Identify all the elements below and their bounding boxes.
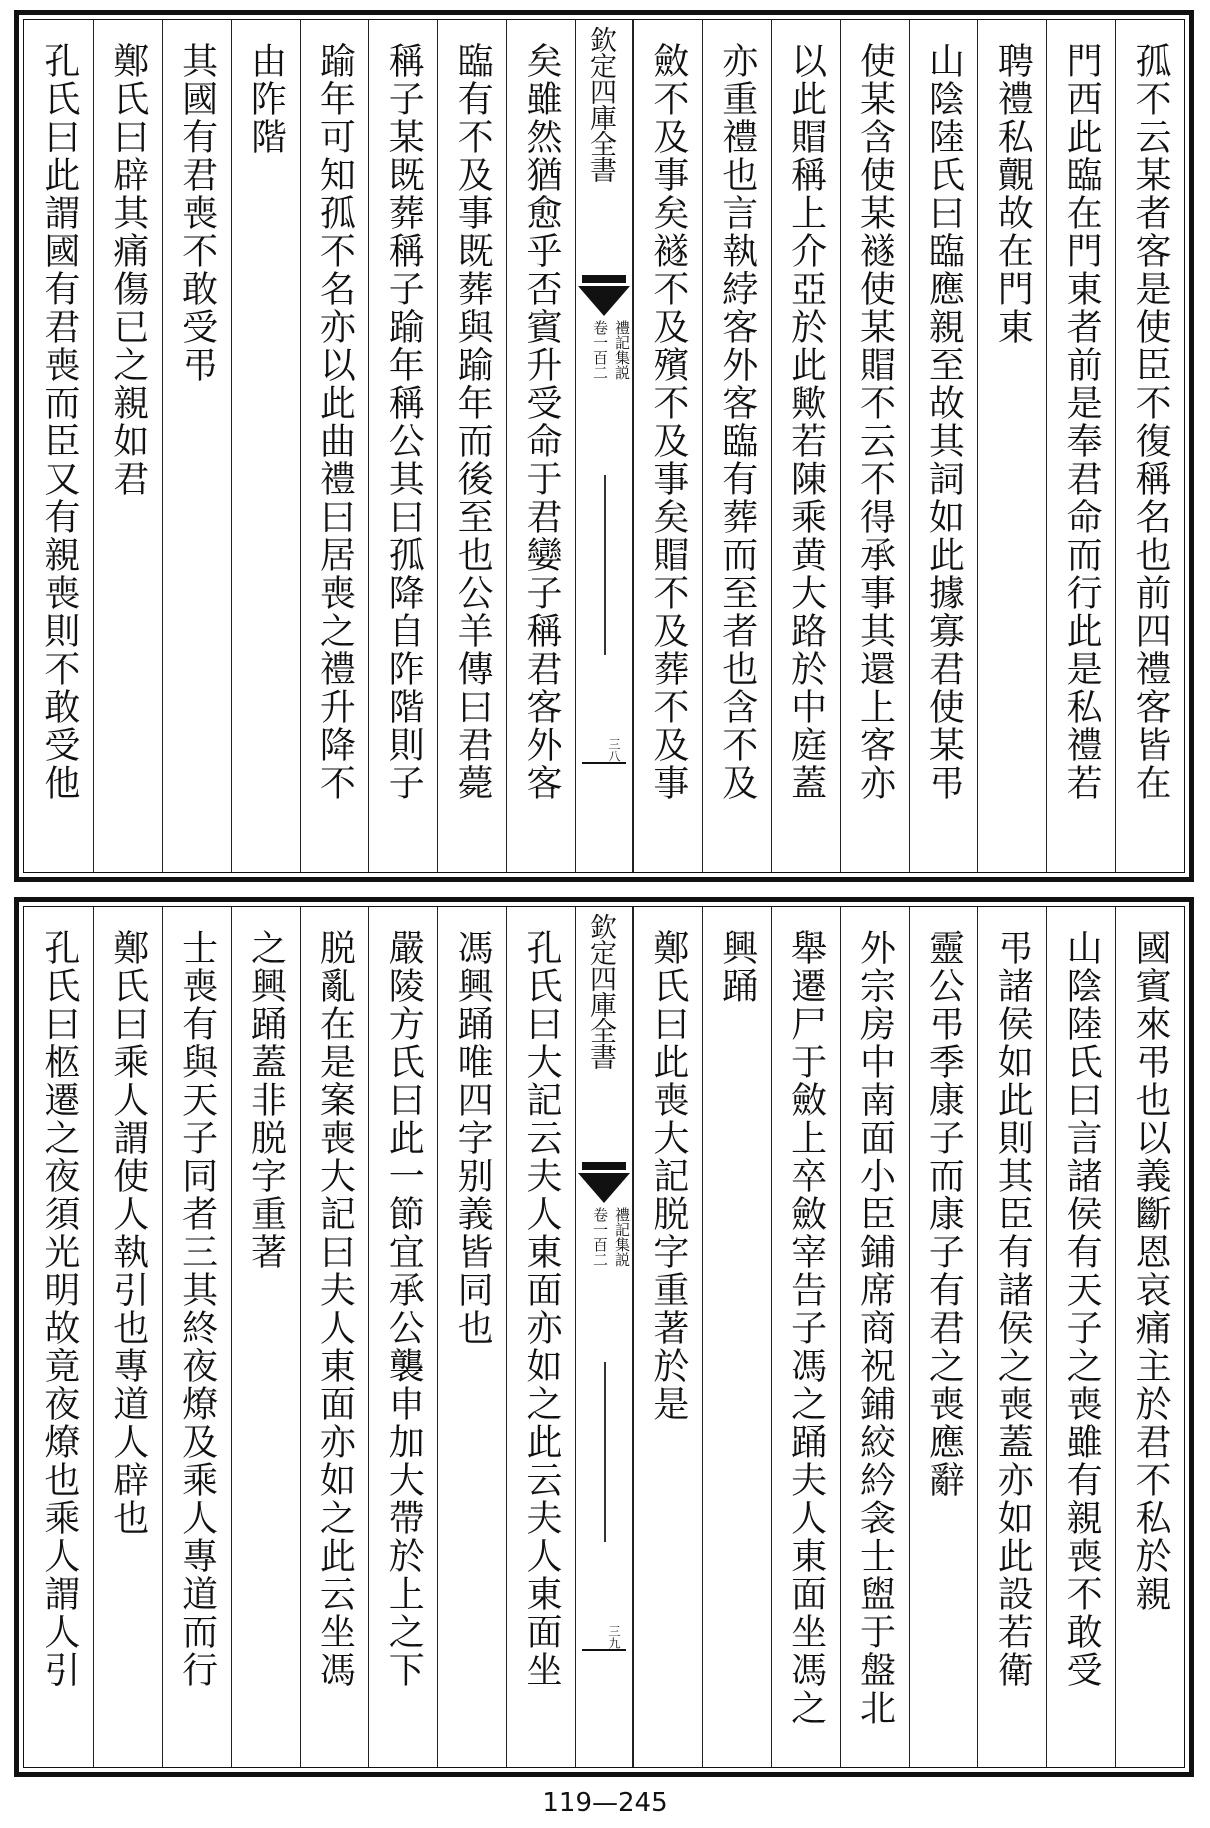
column-text: 嚴陵方氏曰此一節宜承公襲申加大帶於上之下 [383, 929, 425, 1689]
text-column [771, 20, 840, 872]
text-column [368, 907, 437, 1767]
page-top [14, 10, 1194, 882]
text-column [437, 20, 506, 872]
text-column [1046, 907, 1115, 1767]
column-text: 孔氏曰大記云夫人東面亦如之此云夫人東面坐 [521, 929, 562, 1689]
bottom-center-endmark [582, 1649, 626, 1651]
text-column [977, 20, 1046, 872]
top-book-title: 禮記集説 [613, 320, 631, 380]
text-column [1046, 20, 1115, 872]
column-text: 使某含使某襚使某賵不云不得承事其還上客亦 [854, 42, 896, 802]
top-center-line [604, 475, 606, 655]
text-column [702, 907, 771, 1767]
column-text: 其國有君喪不敢受弔 [176, 42, 218, 384]
text-column [633, 907, 702, 1767]
bottom-center-strip [575, 907, 633, 1767]
top-center-endmark [582, 762, 626, 764]
column-text: 踰年可知孤不名亦以此曲禮曰居喪之禮升降不 [314, 42, 356, 802]
page-bottom-frame [23, 906, 1185, 1768]
text-column [231, 20, 300, 872]
text-column [909, 20, 978, 872]
bottom-header-title: 欽定四庫全書 [585, 913, 616, 1069]
text-column [437, 907, 506, 1767]
top-fishtail-mark [578, 286, 630, 316]
column-text: 山陰陸氏曰臨應親至故其詞如此據寡君使某弔 [923, 42, 965, 802]
column-text: 孔氏曰柩遷之夜須光明故竟夜燎也乘人謂人引 [38, 929, 80, 1689]
column-text: 脱亂在是案喪大記曰夫人東面亦如之此云坐馮 [314, 929, 356, 1689]
bottom-page-number: 三九 [607, 1625, 621, 1649]
text-column [93, 20, 162, 872]
text-column [702, 20, 771, 872]
column-text: 斂不及事矣襚不及殯不及事矣賵不及葬不及事 [647, 42, 689, 802]
text-column [231, 907, 300, 1767]
page-top-frame [23, 19, 1185, 873]
column-text: 聘禮私覿故在門東 [992, 42, 1034, 346]
text-column [1115, 907, 1184, 1767]
bottom-fishtail-bar [582, 1162, 626, 1170]
column-text: 之興踊蓋非脱字重著 [245, 929, 287, 1271]
top-volume: 卷一百二 [591, 320, 609, 380]
top-center-strip [575, 20, 633, 872]
top-fishtail-bar [582, 275, 626, 283]
column-text: 舉遷尸于斂上卒斂宰告子馮之踊夫人東面坐馮之 [785, 929, 827, 1727]
text-column [909, 907, 978, 1767]
text-column [300, 907, 369, 1767]
bottom-center-line [604, 1362, 606, 1542]
text-column [24, 20, 93, 872]
column-text: 國賓來弔也以義斷恩哀痛主於君不私於親 [1130, 929, 1171, 1613]
column-text: 山陰陸氏曰言諸侯有天子之喪雖有親喪不敢受 [1061, 929, 1103, 1689]
page-bottom [14, 897, 1194, 1777]
text-column [840, 20, 909, 872]
column-text: 靈公弔季康子而康子有君之喪應辭 [923, 929, 965, 1499]
text-column [977, 907, 1046, 1767]
bottom-fishtail-mark [578, 1173, 630, 1203]
column-text: 以此賵稱上介亞於此歟若陳乘黄大路於中庭蓋 [785, 42, 827, 802]
column-text: 鄭氏曰乘人謂使人執引也專道人辟也 [107, 929, 149, 1537]
column-text: 門西此臨在門東者前是奉君命而行此是私禮若 [1061, 42, 1103, 802]
text-column [24, 907, 93, 1767]
column-text: 亦重禮也言執綍客外客臨有葬而至者也含不及 [716, 42, 758, 802]
column-text: 孔氏曰此謂國有君喪而臣又有親喪則不敢受他 [38, 42, 80, 802]
column-text: 鄭氏曰辟其痛傷已之親如君 [107, 42, 149, 498]
text-column [506, 907, 575, 1767]
column-text: 孤不云某者客是使臣不復稱名也前四禮客皆在 [1130, 42, 1171, 802]
bottom-volume: 卷一百二 [591, 1207, 609, 1267]
top-page-number: 三八 [607, 738, 621, 762]
page-footer-number: 119—245 [542, 1788, 668, 1818]
text-column [162, 907, 231, 1767]
column-text: 由阼階 [245, 42, 287, 156]
column-text: 弔諸侯如此則其臣有諸侯之喪蓋亦如此設若衛 [992, 929, 1034, 1689]
column-text: 臨有不及事既葬與踰年而後至也公羊傳曰君薨 [452, 42, 494, 802]
text-column [300, 20, 369, 872]
column-text: 馮興踊唯四字别義皆同也 [452, 929, 494, 1347]
column-text: 稱子某既葬稱子踰年稱公其曰孤降自阼階則子 [383, 42, 425, 802]
text-column [93, 907, 162, 1767]
text-column [506, 20, 575, 872]
text-column [1115, 20, 1184, 872]
top-header-title: 欽定四庫全書 [585, 26, 616, 182]
column-text: 鄭氏曰此喪大記脱字重著於是 [647, 929, 689, 1423]
text-column [368, 20, 437, 872]
column-text: 興踊 [716, 929, 758, 1005]
column-text: 矣雖然猶愈乎否賓升受命于君孌子稱君客外客 [521, 42, 562, 802]
column-text: 外宗房中南面小臣鋪席商祝鋪絞紟衾士盥于盤北 [854, 929, 896, 1727]
bottom-book-title: 禮記集説 [613, 1207, 631, 1267]
text-column [633, 20, 702, 872]
text-column [840, 907, 909, 1767]
text-column [771, 907, 840, 1767]
text-column [162, 20, 231, 872]
column-text: 士喪有與天子同者三其終夜燎及乘人專道而行 [176, 929, 218, 1689]
